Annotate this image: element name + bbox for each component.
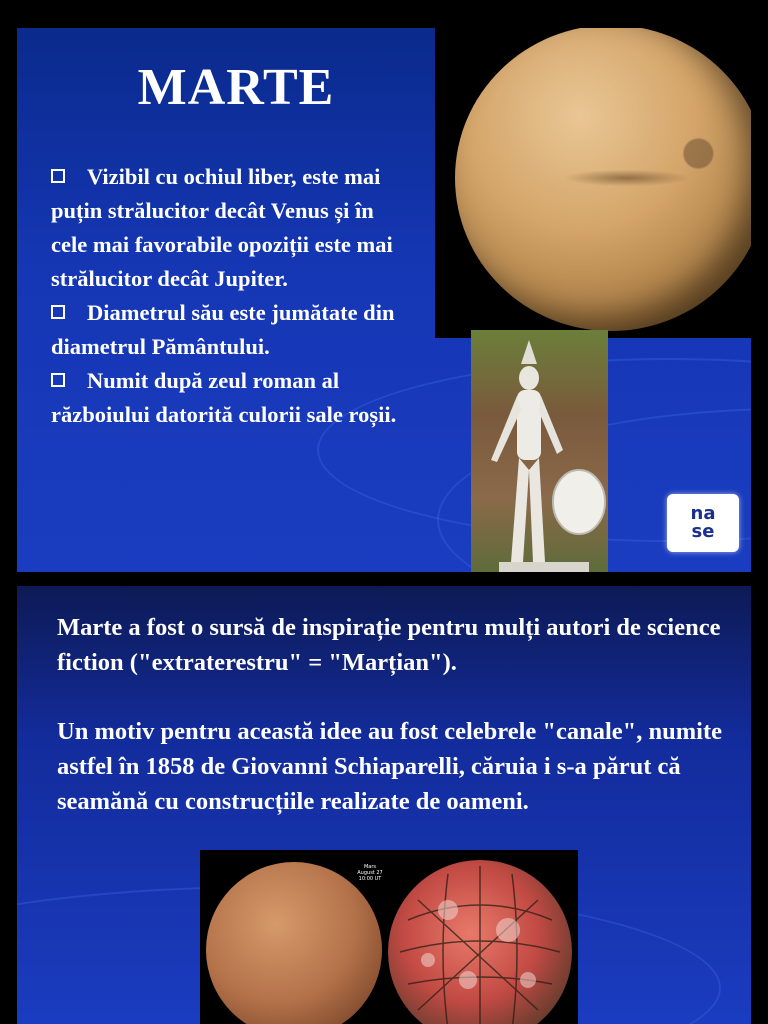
mars-image-panel [435,28,751,338]
mars-telescope-photo [206,862,382,1024]
logo-text: se [691,521,715,542]
bullet-text: Vizibil cu ochiul liber, este mai puțin strălucitor decât Venus și în cele mai favorabile opoziții este mai strălucitor decât Jupiter. [51,164,393,291]
bullet-item [51,364,411,432]
caption-line: 10:00 UT [358,876,382,882]
checkbox-bullet-icon [51,373,65,387]
bullet-list [51,160,411,432]
logo-text: na [690,503,716,524]
mars-planet-image [455,28,751,331]
paragraph-inspiration: Marte a fost o sursă de inspirație pentru mulți autori de science fiction ("extraterestru" = "Marțian"). [57,614,721,676]
bullet-item [51,296,411,364]
caption-line: August 27 [357,870,383,876]
checkbox-bullet-icon [51,169,65,183]
mars-canals-map [388,860,572,1024]
bullet-item [51,160,411,296]
caption-line: Mars [363,864,377,870]
mars-photos [200,850,578,1024]
slide-top [17,28,751,572]
slide-bottom [17,586,751,1024]
slide-title: MARTE [137,59,335,116]
photo-caption [350,864,390,882]
nase-logo [667,494,739,552]
bullet-text: Diametrul său este jumătate din diametrul Pământului. [51,300,395,359]
statue-figure-icon [471,330,608,572]
canals-overlay-icon [388,860,572,1024]
bullet-text: Numit după zeul roman al războiului datorită culorii sale roșii. [51,368,397,427]
checkbox-bullet-icon [51,305,65,319]
mars-god-statue-image [471,330,608,572]
paragraph-canals: Un motiv pentru această idee au fost celebrele "canale", numite astfel în 1858 de Giovanni Schiaparelli, căruia i s-a părut că seamănă cu construcțiile realizate de oameni. [57,718,723,815]
